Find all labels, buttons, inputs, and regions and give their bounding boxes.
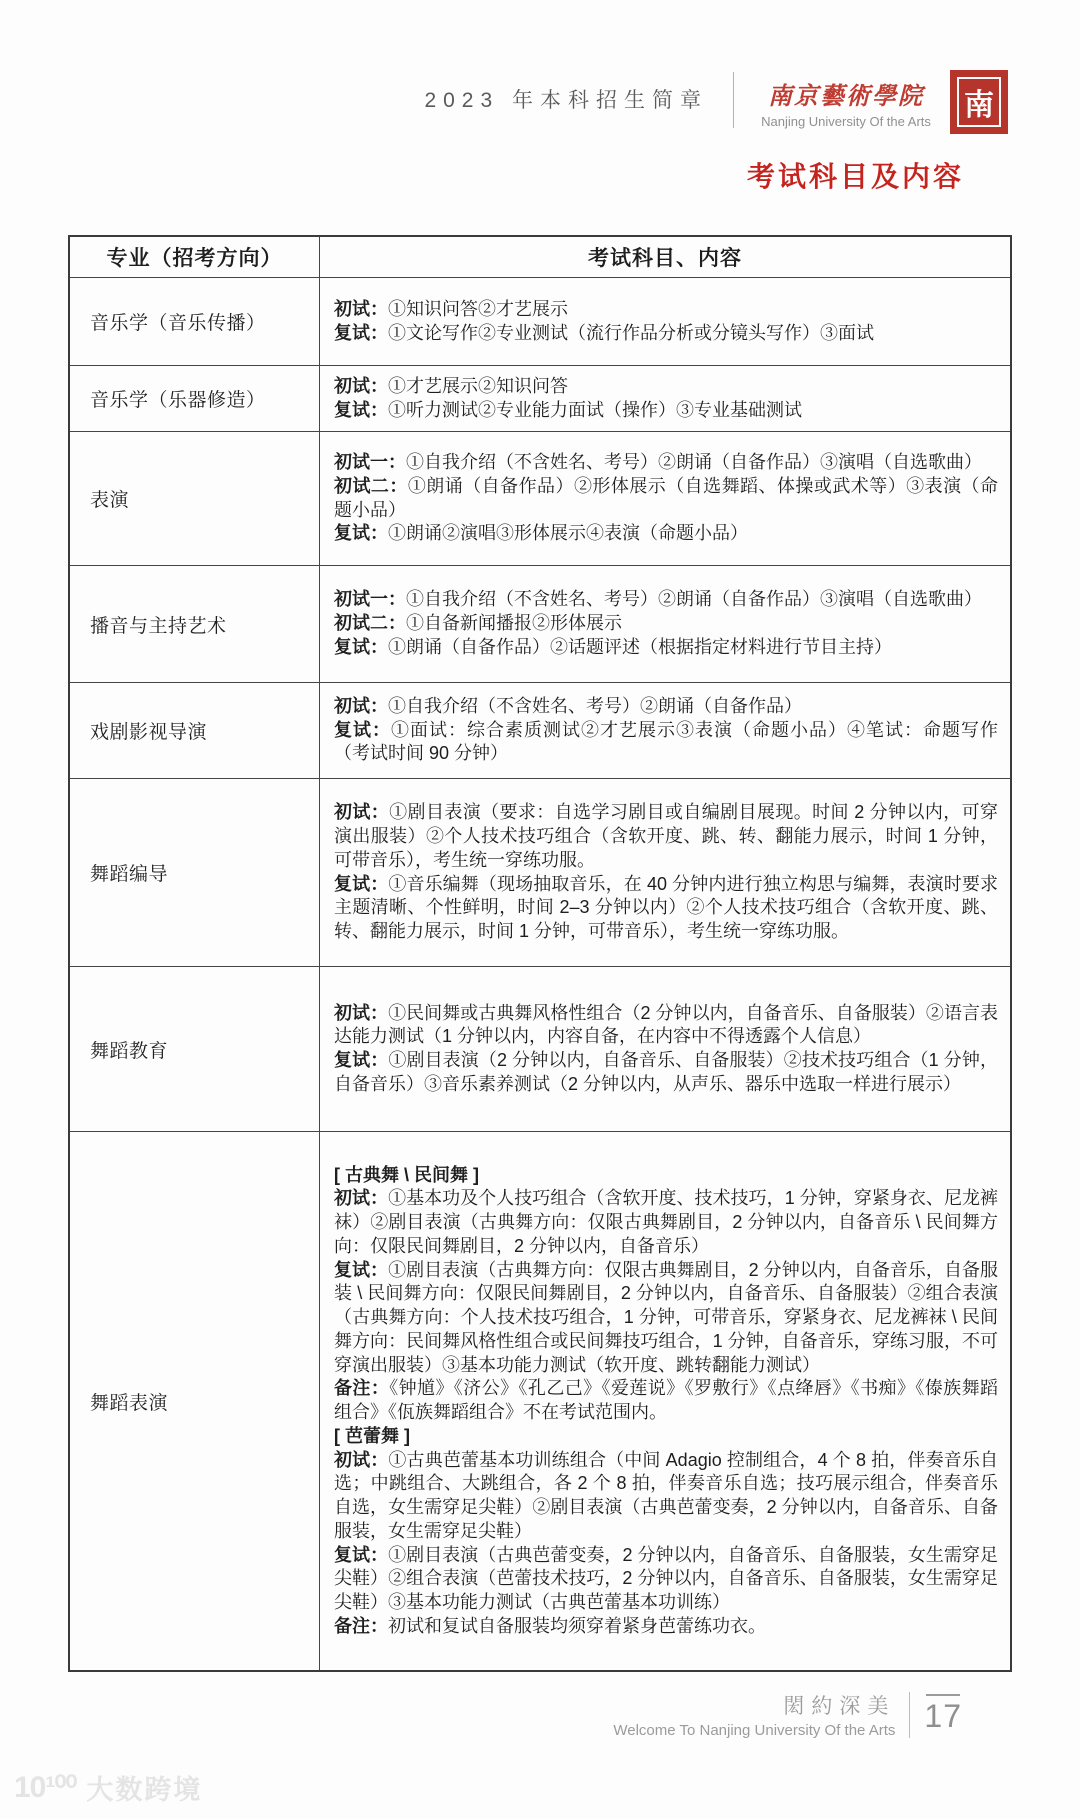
content-cell <box>320 1132 1010 1670</box>
major-cell <box>70 566 320 682</box>
table-row <box>70 365 1010 431</box>
column-header-content: 考试科目、内容 <box>588 247 742 270</box>
exam-stage-text: ①民间舞或古典舞风格性组合（2 分钟以内，自备音乐、自备服装）②语言表达能力测试（1 分钟以内，内容自备，在内容中不得透露个人信息） <box>334 1002 999 1047</box>
exam-stage-label: 复试： <box>334 636 388 657</box>
exam-stage-item <box>334 612 998 636</box>
exam-stage-label: 初试二： <box>334 475 408 496</box>
footer-text-block <box>613 1690 895 1739</box>
major-cell <box>70 432 320 565</box>
table-header-row <box>70 237 1010 277</box>
exam-stage-text: ①文论写作②专业测试（流行作品分析或分镜头写作）③面试 <box>388 322 874 343</box>
major-label: 戏剧影视导演 <box>90 722 208 743</box>
page-number-rule <box>926 1694 960 1696</box>
exam-stage-label: 初试： <box>334 1449 389 1470</box>
column-header-major: 专业（招考方向） <box>70 237 320 277</box>
university-motto: 閎約深美 <box>783 1694 896 1718</box>
major-label: 音乐学（音乐传播） <box>90 313 266 334</box>
exam-stage-text: ①面试：综合素质测试②才艺展示③表演（命题小品）④笔试：命题写作（考试时间 90 分钟） <box>334 719 998 764</box>
exam-stage-text: ①剧目表演（古典芭蕾变奏，2 分钟以内，自备音乐、自备服装，女生需穿足尖鞋）②组合表演（芭蕾技术技巧，2 分钟以内，自备音乐、自备服装，女生需穿足尖鞋）③基本功能力测试（古典芭蕾基本功训练） <box>334 1544 999 1612</box>
watermark-text: 大数跨境 <box>86 1775 203 1805</box>
exam-stage-text: ①朗诵（自备作品）②话题评述（根据指定材料进行节目主持） <box>388 636 892 657</box>
major-label: 舞蹈教育 <box>90 1040 169 1062</box>
exam-stage-item <box>334 375 998 399</box>
major-label: 舞蹈编导 <box>90 864 169 885</box>
exam-stage-text: ①自我介绍（不含姓名、考号）②朗诵（自备作品）③演唱（自选歌曲） <box>406 589 982 610</box>
exam-stage-item <box>334 1049 998 1097</box>
exam-stage-label: 初试： <box>334 802 390 823</box>
university-logo <box>748 76 944 129</box>
exam-stage-item <box>334 1259 998 1378</box>
university-seal-icon <box>950 70 1008 134</box>
exam-stage-text: ①朗诵（自备作品）②形体展示（自选舞蹈、体操或武术等）③表演（命题小品） <box>334 475 998 520</box>
exam-stage-item <box>334 873 998 944</box>
exam-stage-text: ①剧目表演（2 分钟以内，自备音乐、自备服装）②技术技巧组合（1 分钟，自备音乐）③音乐素养测试（2 分钟以内，从声乐、器乐中选取一样进行展示） <box>334 1050 999 1094</box>
exam-stage-text: ①自备新闻播报②形体展示 <box>406 613 622 634</box>
exam-stage-text: ①自我介绍（不含姓名、考号）②朗诵（自备作品）③演唱（自选歌曲） <box>406 452 982 472</box>
major-cell <box>70 683 320 778</box>
university-name-chinese: 南京藝術學院 <box>768 81 924 110</box>
exam-stage-item <box>334 522 998 546</box>
exam-stage-label: 初试： <box>334 1002 389 1023</box>
exam-stage-item <box>334 1544 998 1615</box>
dance-style-section-heading <box>334 1164 998 1188</box>
page-footer <box>613 1690 962 1739</box>
exam-stage-label: 复试： <box>334 719 391 740</box>
content-cell <box>320 967 1010 1131</box>
table-row <box>70 778 1010 966</box>
brochure-title: 2023 年本科招生简章 <box>424 89 708 112</box>
exam-stage-item <box>334 719 998 767</box>
exam-stage-label: 复试： <box>334 1050 389 1070</box>
exam-stage-item <box>334 1002 998 1050</box>
major-cell <box>70 779 320 966</box>
exam-stage-item <box>334 451 998 475</box>
exam-stage-label: 初试： <box>334 695 388 716</box>
major-cell <box>70 967 320 1131</box>
section-heading-label: [ 芭蕾舞 ] <box>334 1425 410 1446</box>
major-cell <box>70 1132 320 1670</box>
exam-stage-label: 初试： <box>334 1188 389 1209</box>
exam-stage-label: 初试： <box>334 298 388 319</box>
exam-stage-text: ①听力测试②专业能力面试（操作）③专业基础测试 <box>388 399 802 420</box>
exam-stage-text: ①古典芭蕾基本功训练组合（中间 Adagio 控制组合，4 个 8 拍，伴奏音乐自选；中跳组合、大跳组合，各 2 个 8 拍，伴奏音乐自选；技巧展示组合，伴奏音乐自选，女生需穿足尖鞋）②剧目表演（古典芭蕾变奏，2 分钟以内，自备音乐、自备服装，女生需穿足尖鞋） <box>334 1449 998 1541</box>
major-label: 播音与主持艺术 <box>90 615 227 637</box>
exam-subjects-table <box>68 235 1012 1672</box>
watermark-logo-icon: 10¹⁰⁰ <box>14 1771 77 1804</box>
table-row <box>70 431 1010 565</box>
exam-stage-item <box>334 1187 998 1258</box>
major-label: 表演 <box>90 490 130 511</box>
exam-stage-item <box>334 1449 998 1544</box>
exam-stage-label: 初试一： <box>334 589 406 610</box>
exam-table-body <box>70 277 1010 1670</box>
exam-stage-label: 复试： <box>334 322 388 343</box>
exam-stage-item <box>334 801 998 872</box>
exam-stage-item <box>334 1377 998 1425</box>
page-title: 考试科目及内容 <box>746 161 964 192</box>
exam-stage-label: 备注： <box>334 1378 390 1399</box>
exam-stage-item <box>334 695 998 719</box>
page-number-block <box>924 1694 962 1735</box>
exam-stage-text: ①音乐编舞（现场抽取音乐，在 40 分钟内进行独立构思与编舞，表演时要求主题清晰、个性鲜明，时间 2–3 分钟以内）②个人技术技巧组合（含软开度、跳、转、翻能力展示，时间 1 分钟，可带音乐），考生统一穿练功服。 <box>334 873 999 941</box>
university-name-english: Nanjing University Of the Arts <box>761 114 931 129</box>
major-label: 音乐学（乐器修造） <box>90 390 266 411</box>
exam-stage-text: ①剧目表演（要求：自选学习剧目或自编剧目展现。时间 2 分钟以内，可穿演出服装）②个人技术技巧组合（含软开度、跳、转、翻能力展示，时间 1 分钟，可带音乐），考生统一穿练功服。 <box>334 802 999 870</box>
table-row <box>70 1131 1010 1670</box>
exam-stage-label: 复试： <box>334 1259 389 1280</box>
exam-stage-label: 初试一： <box>334 452 406 472</box>
content-cell <box>320 566 1010 682</box>
dance-style-section-heading <box>334 1425 998 1449</box>
exam-stage-label: 备注： <box>334 1615 388 1636</box>
table-row <box>70 682 1010 778</box>
content-cell <box>320 683 1010 778</box>
exam-stage-item <box>334 588 998 612</box>
exam-stage-label: 复试： <box>334 1544 389 1565</box>
content-cell <box>320 432 1010 565</box>
watermark <box>14 1768 202 1807</box>
exam-stage-item <box>334 1615 998 1639</box>
exam-stage-text: ①基本功及个人技巧组合（含软开度、技术技巧，1 分钟，穿紧身衣、尼龙裤袜）②剧目表演（古典舞方向：仅限古典舞剧目，2 分钟以内，自备音乐 \ 民间舞方向：仅限民间舞剧目，2 分钟以内，自备音乐） <box>334 1188 999 1256</box>
seal-glyph: 南 <box>957 77 1001 127</box>
exam-stage-label: 初试二： <box>334 613 406 634</box>
major-label: 舞蹈表演 <box>90 1392 169 1414</box>
exam-stage-text: ①朗诵②演唱③形体展示④表演（命题小品） <box>388 523 748 544</box>
exam-stage-text: 初试和复试自备服装均须穿着紧身芭蕾练功衣。 <box>388 1615 766 1636</box>
exam-stage-item <box>334 475 998 523</box>
exam-stage-text: ①知识问答②才艺展示 <box>388 298 568 319</box>
exam-stage-text: ①剧目表演（古典舞方向：仅限古典舞剧目，2 分钟以内，自备音乐，自备服装 \ 民间舞方向：仅限民间舞剧目，2 分钟以内，自备音乐、自备服装）②组合表演（古典舞方向：个人技术技巧组合，1 分钟，可带音乐，穿紧身衣、尼龙裤袜 \ 民间舞方向：民间舞风格性组合或民间舞技巧组合，1 分钟，自备音乐，穿练习服，不可穿演出服装）③基本功能力测试（软开度、跳转翻能力测试） <box>334 1259 999 1375</box>
table-row <box>70 565 1010 682</box>
content-cell <box>320 779 1010 966</box>
exam-stage-item <box>334 322 998 346</box>
exam-stage-item <box>334 636 998 660</box>
table-row <box>70 277 1010 365</box>
content-cell <box>320 278 1010 365</box>
header-divider <box>733 72 734 128</box>
exam-stage-label: 复试： <box>334 523 388 544</box>
exam-stage-item <box>334 399 998 423</box>
footer-welcome-text: Welcome To Nanjing University Of the Arts <box>613 1722 896 1739</box>
exam-stage-label: 复试： <box>334 399 388 420</box>
page-number: 17 <box>924 1698 962 1734</box>
table-row <box>70 966 1010 1131</box>
exam-stage-item <box>334 298 998 322</box>
exam-stage-text: ①才艺展示②知识问答 <box>388 375 568 396</box>
exam-stage-label: 复试： <box>334 873 389 894</box>
section-heading-label: [ 古典舞 \ 民间舞 ] <box>334 1164 479 1185</box>
exam-stage-text: 《钟馗》《济公》《孔乙己》《爱莲说》《罗敷行》《点绛唇》《书痴》《傣族舞蹈组合》《佤族舞蹈组合》不在考试范围内。 <box>334 1378 998 1422</box>
exam-stage-label: 初试： <box>334 375 388 396</box>
exam-stage-text: ①自我介绍（不含姓名、考号）②朗诵（自备作品） <box>388 695 802 716</box>
content-cell <box>320 366 1010 431</box>
major-cell <box>70 366 320 431</box>
major-cell <box>70 278 320 365</box>
footer-divider <box>909 1692 910 1738</box>
